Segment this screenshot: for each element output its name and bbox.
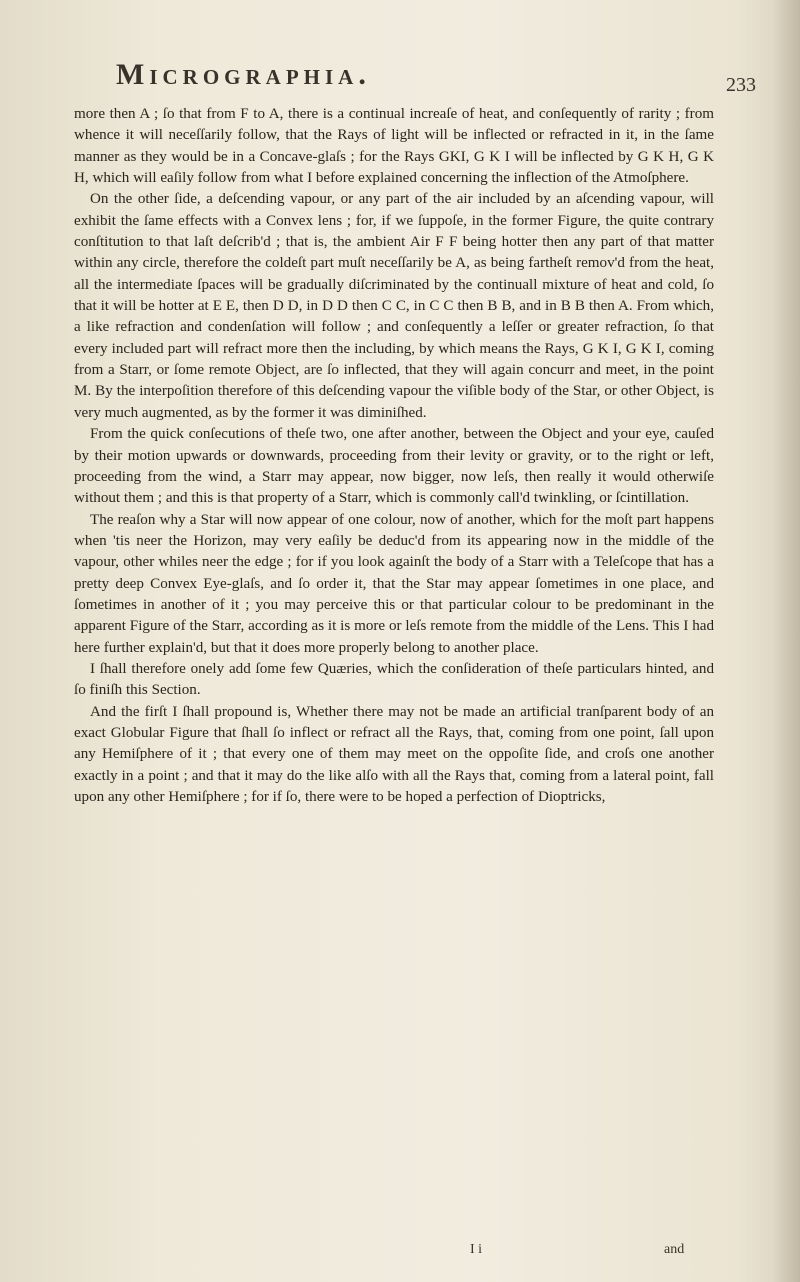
body-text [74, 104, 714, 808]
paragraph: And the firſt I ſhall propound is, Whether there may not be made an artificial tranſparent body of an exact Globular Figure that ſhall ſo inflect or refract all the Rays, that, coming from one point, ſall upon any Hemiſphere of it ; that every one of them may meet on the oppoſite ſide, and croſs one another exactly in a point ; and that it may do the like alſo with all the Rays that, coming from a lateral point, fall upon any other Hemiſphere ; for if ſo, there were to be hoped a perfection of Dioptricks, [74, 703, 714, 805]
running-title: Micrographia. [116, 58, 371, 91]
page-number: 233 [726, 74, 756, 96]
catchword: and [664, 1242, 685, 1257]
page-header [116, 58, 676, 98]
paragraph: The reaſon why a Star will now appear of one colour, now of another, which for the moſt part happens when 'tis neer the Horizon, may very eaſily be deduc'd from its appearing now in the middle of the vapour, other whiles neer the edge ; for if you look againſt the body of a Starr with a Teleſcope that has a pretty deep Convex Eye-glaſs, and ſo order it, that the Star may appear ſometimes in one place, and ſometimes in another of it ; you may perceive this or that particular colour to be predominant in the apparent Figure of the Starr, according as it is more or leſs remote from the middle of the Lens. This I had here further explain'd, but that it does more properly belong to another place. [74, 511, 714, 656]
signature-mark: I i [470, 1242, 483, 1257]
paragraph: From the quick conſecutions of theſe two, one after another, between the Object and your eye, cauſed by their motion upwards or downwards, proceeding from their levity or gravity, or to the right or left, proceeding from the wind, a Starr may appear, now bigger, now leſs, then really it would otherwiſe without them ; and this is that property of a Starr, which is commonly call'd twinkling, or ſcintillation. [74, 426, 714, 507]
paragraph: more then A ; ſo that from F to A, there is a continual increaſe of heat, and conſequently of rarity ; from whence it will neceſſarily follow, that the Rays of light will be inflected or refracted in it, in the ſame manner as they would be in a Concave-glaſs ; for the Rays GKI, G K I will be inflected by G K H, G K H, which will eaſily follow from what I before explained concerning the inflection of the Atmoſphere. [74, 106, 714, 187]
paragraph: I ſhall therefore onely add ſome few Quæries, which the conſideration of theſe particulars hinted, and ſo finiſh this Section. [74, 660, 714, 699]
paragraph: On the other ſide, a deſcending vapour, or any part of the air included by an aſcending vapour, will exhibit the ſame effects with a Convex lens ; for, if we ſuppoſe, in the former Figure, the quite contrary conſtitution to that laſt deſcrib'd ; that is, the ambient Air F F being hotter then any part of that matter within any circle, therefore the coldeſt part muſt neceſſarily be A, as being fartheſt remov'd from the heat, all the intermediate ſpaces will be gradually diſcriminated by the continuall mixture of heat and cold, ſo that it will be hotter at E E, then D D, in D D then C C, in C C then B B, and in B B then A. From which, a like refraction and condenſation will follow ; and conſequently a leſſer or greater refraction, ſo that every included part will refract more then the including, by which means the Rays, G K I, G K I, coming from a Starr, or ſome remote Object, are ſo inflected, that they will again concurr and meet, in the point M. By the interpoſition therefore of this deſcending vapour the viſible body of the Star, or other Object, is very much augmented, as by the former it was diminiſhed. [74, 191, 714, 421]
page-edge-shadow [772, 0, 800, 1282]
